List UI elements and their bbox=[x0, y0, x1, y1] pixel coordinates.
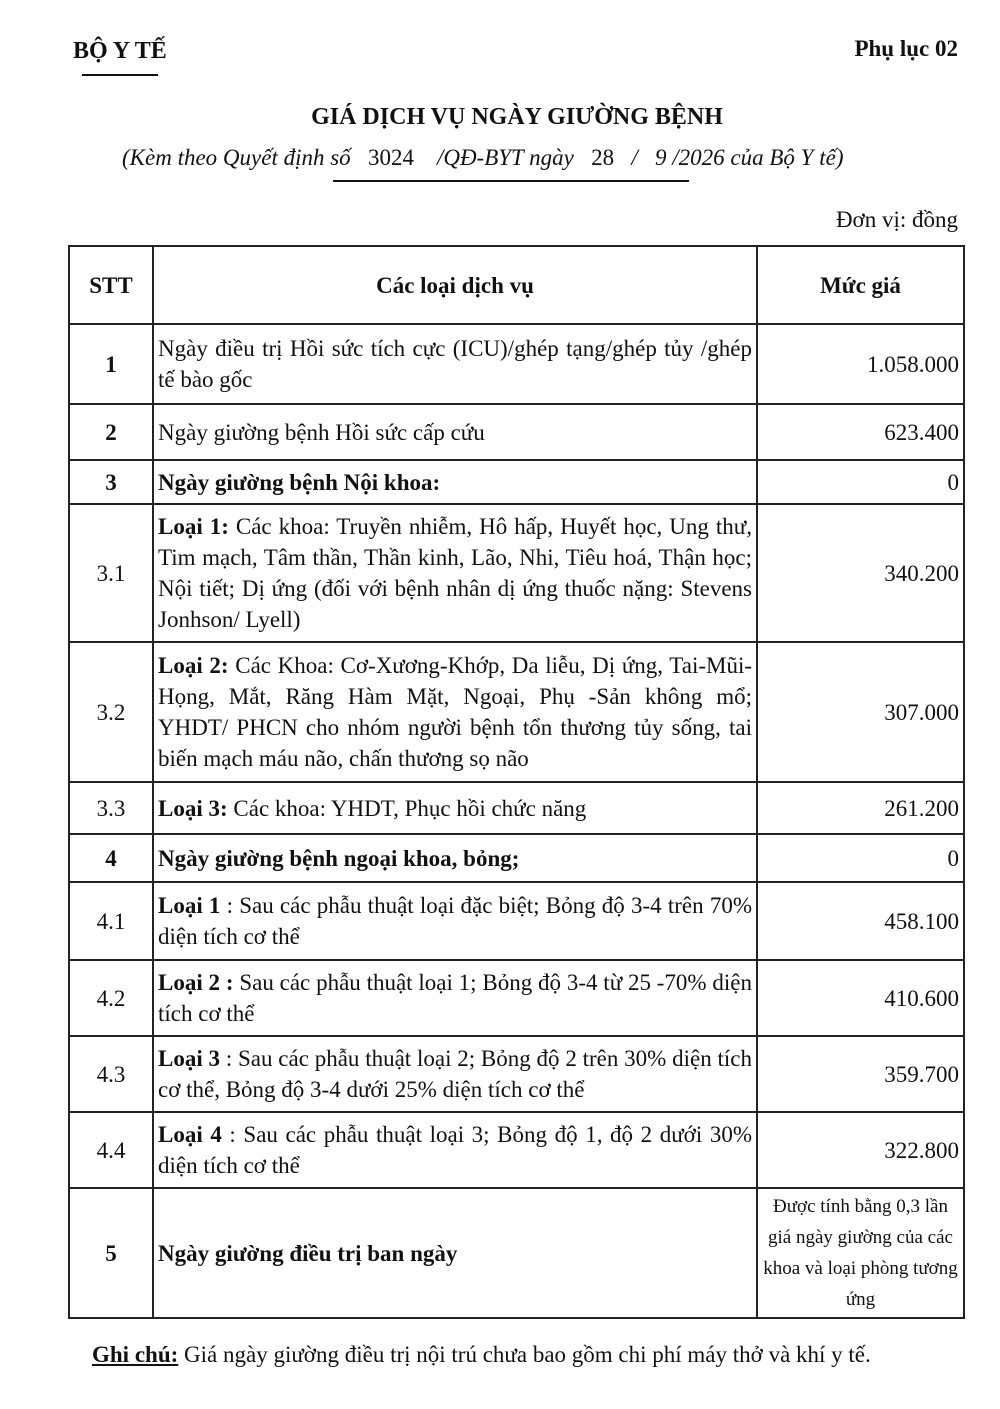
table-row bbox=[69, 1188, 964, 1318]
row-service-text: : Sau các phẫu thuật loại đặc biệt; Bỏng độ 3-4 trên 70% diện tích cơ thể bbox=[158, 893, 752, 949]
footnote-text: Giá ngày giường điều trị nội trú chưa bao gồm chi phí máy thở và khí y tế. bbox=[178, 1342, 871, 1367]
decision-day: 28 bbox=[591, 145, 615, 170]
currency-unit: Đơn vị: đồng bbox=[835, 207, 958, 232]
table-row bbox=[69, 882, 964, 960]
organization-underline bbox=[82, 74, 158, 76]
row-stt: 3.3 bbox=[69, 782, 153, 834]
organization-name: BỘ Y TẾ bbox=[73, 38, 167, 64]
row-service bbox=[153, 1188, 757, 1318]
footnote bbox=[92, 1342, 871, 1368]
row-service-label: Loại 3: bbox=[158, 795, 228, 821]
row-service bbox=[153, 1112, 757, 1188]
row-stt: 3.2 bbox=[69, 642, 153, 782]
row-service-label: Loại 1 bbox=[158, 893, 221, 918]
subtitle-mid: /QĐ-BYT ngày bbox=[436, 145, 574, 170]
document-subtitle bbox=[122, 145, 843, 171]
table-row bbox=[69, 642, 964, 782]
table-row bbox=[69, 1112, 964, 1188]
row-service-text: Ngày giường bệnh Nội khoa: bbox=[158, 469, 441, 495]
row-price: 0 bbox=[757, 460, 964, 504]
row-service-text: Ngày giường bệnh Hồi sức cấp cứu bbox=[158, 419, 485, 445]
subtitle-slash: / bbox=[631, 145, 638, 170]
row-price: 261.200 bbox=[757, 782, 964, 834]
row-price: 0 bbox=[757, 834, 964, 882]
row-service bbox=[153, 882, 757, 960]
row-service-text: Sau các phẫu thuật loại 1; Bỏng độ 3-4 từ 25 -70% diện tích cơ thể bbox=[158, 970, 752, 1026]
table-header-row bbox=[69, 246, 964, 324]
row-price: 623.400 bbox=[757, 404, 964, 460]
row-service-text: Ngày điều trị Hồi sức tích cực (ICU)/ghép tạng/ghép tủy /ghép tế bào gốc bbox=[158, 336, 752, 392]
row-service-text: Các khoa: YHDT, Phục hồi chức năng bbox=[227, 795, 587, 821]
row-price: 359.700 bbox=[757, 1036, 964, 1112]
row-stt: 1 bbox=[69, 324, 153, 404]
row-service bbox=[153, 642, 757, 782]
row-price-note: Được tính bằng 0,3 lần giá ngày giường của các khoa và loại phòng tương ứng bbox=[757, 1188, 964, 1318]
table-row bbox=[69, 834, 964, 882]
price-table bbox=[68, 245, 965, 1319]
row-service-text: Ngày giường điều trị ban ngày bbox=[158, 1240, 458, 1266]
row-service-text: : Sau các phẫu thuật loại 3; Bỏng độ 1, độ 2 dưới 30% diện tích cơ thể bbox=[158, 1122, 752, 1178]
row-service-text: Các Khoa: Cơ-Xương-Khớp, Da liễu, Dị ứng, Tai-Mũi-Họng, Mắt, Răng Hàm Mặt, Ngoại, Phụ -Sản không mổ; YHDT/ PHCN cho nhóm người bệnh tổn thương tủy sống, tai biến mạch máu não, chấn thương sọ não bbox=[158, 653, 753, 771]
row-service bbox=[153, 960, 757, 1036]
row-stt: 5 bbox=[69, 1188, 153, 1318]
row-service-label: Loại 1: bbox=[158, 514, 229, 539]
row-service-label: Loại 2 : bbox=[158, 970, 234, 995]
row-service bbox=[153, 782, 757, 834]
row-stt: 4.1 bbox=[69, 882, 153, 960]
decision-number: 3024 bbox=[367, 145, 414, 170]
row-service-label: Loại 3 bbox=[158, 1046, 221, 1071]
row-stt: 4.4 bbox=[69, 1112, 153, 1188]
header-stt: STT bbox=[69, 246, 153, 324]
row-price: 1.058.000 bbox=[757, 324, 964, 404]
row-service-text: : Sau các phẫu thuật loại 2; Bỏng độ 2 trên 30% diện tích cơ thể, Bỏng độ 3-4 dưới 25% diện tích cơ thể bbox=[158, 1046, 753, 1102]
table-row bbox=[69, 960, 964, 1036]
subtitle-prefix: (Kèm theo Quyết định số bbox=[122, 145, 351, 170]
row-price: 340.200 bbox=[757, 504, 964, 642]
row-price: 410.600 bbox=[757, 960, 964, 1036]
table-row bbox=[69, 404, 964, 460]
row-service bbox=[153, 404, 757, 460]
table-row bbox=[69, 324, 964, 404]
header-service: Các loại dịch vụ bbox=[153, 246, 757, 324]
row-service-text: Ngày giường bệnh ngoại khoa, bỏng; bbox=[158, 845, 520, 871]
row-price: 458.100 bbox=[757, 882, 964, 960]
row-stt: 3 bbox=[69, 460, 153, 504]
row-stt: 4 bbox=[69, 834, 153, 882]
header-price: Mức giá bbox=[757, 246, 964, 324]
document-title: GIÁ DỊCH VỤ NGÀY GIƯỜNG BỆNH bbox=[311, 104, 723, 130]
row-service bbox=[153, 834, 757, 882]
table-row bbox=[69, 504, 964, 642]
row-service bbox=[153, 460, 757, 504]
appendix-label: Phụ lục 02 bbox=[854, 36, 958, 61]
row-stt: 4.2 bbox=[69, 960, 153, 1036]
subtitle-rest: 9 /2026 của Bộ Y tế) bbox=[655, 145, 844, 170]
row-service bbox=[153, 1036, 757, 1112]
row-service-label: Loại 2: bbox=[158, 653, 229, 678]
row-service bbox=[153, 504, 757, 642]
footnote-label: Ghi chú: bbox=[92, 1342, 179, 1367]
table-row bbox=[69, 782, 964, 834]
row-service-label: Loại 4 bbox=[158, 1122, 222, 1147]
row-service bbox=[153, 324, 757, 404]
subtitle-underline bbox=[333, 180, 689, 182]
row-stt: 3.1 bbox=[69, 504, 153, 642]
table-row bbox=[69, 460, 964, 504]
row-price: 322.800 bbox=[757, 1112, 964, 1188]
row-stt: 4.3 bbox=[69, 1036, 153, 1112]
row-price: 307.000 bbox=[757, 642, 964, 782]
row-service-text: Các khoa: Truyền nhiễm, Hô hấp, Huyết học, Ung thư, Tim mạch, Tâm thần, Thần kinh, Lão, Nhi, Tiêu hoá, Thận học; Nội tiết; Dị ứng (đối với bệnh nhân dị ứng thuốc nặng: Stevens Jonhson/ Lyell) bbox=[158, 514, 753, 632]
row-stt: 2 bbox=[69, 404, 153, 460]
table-row bbox=[69, 1036, 964, 1112]
